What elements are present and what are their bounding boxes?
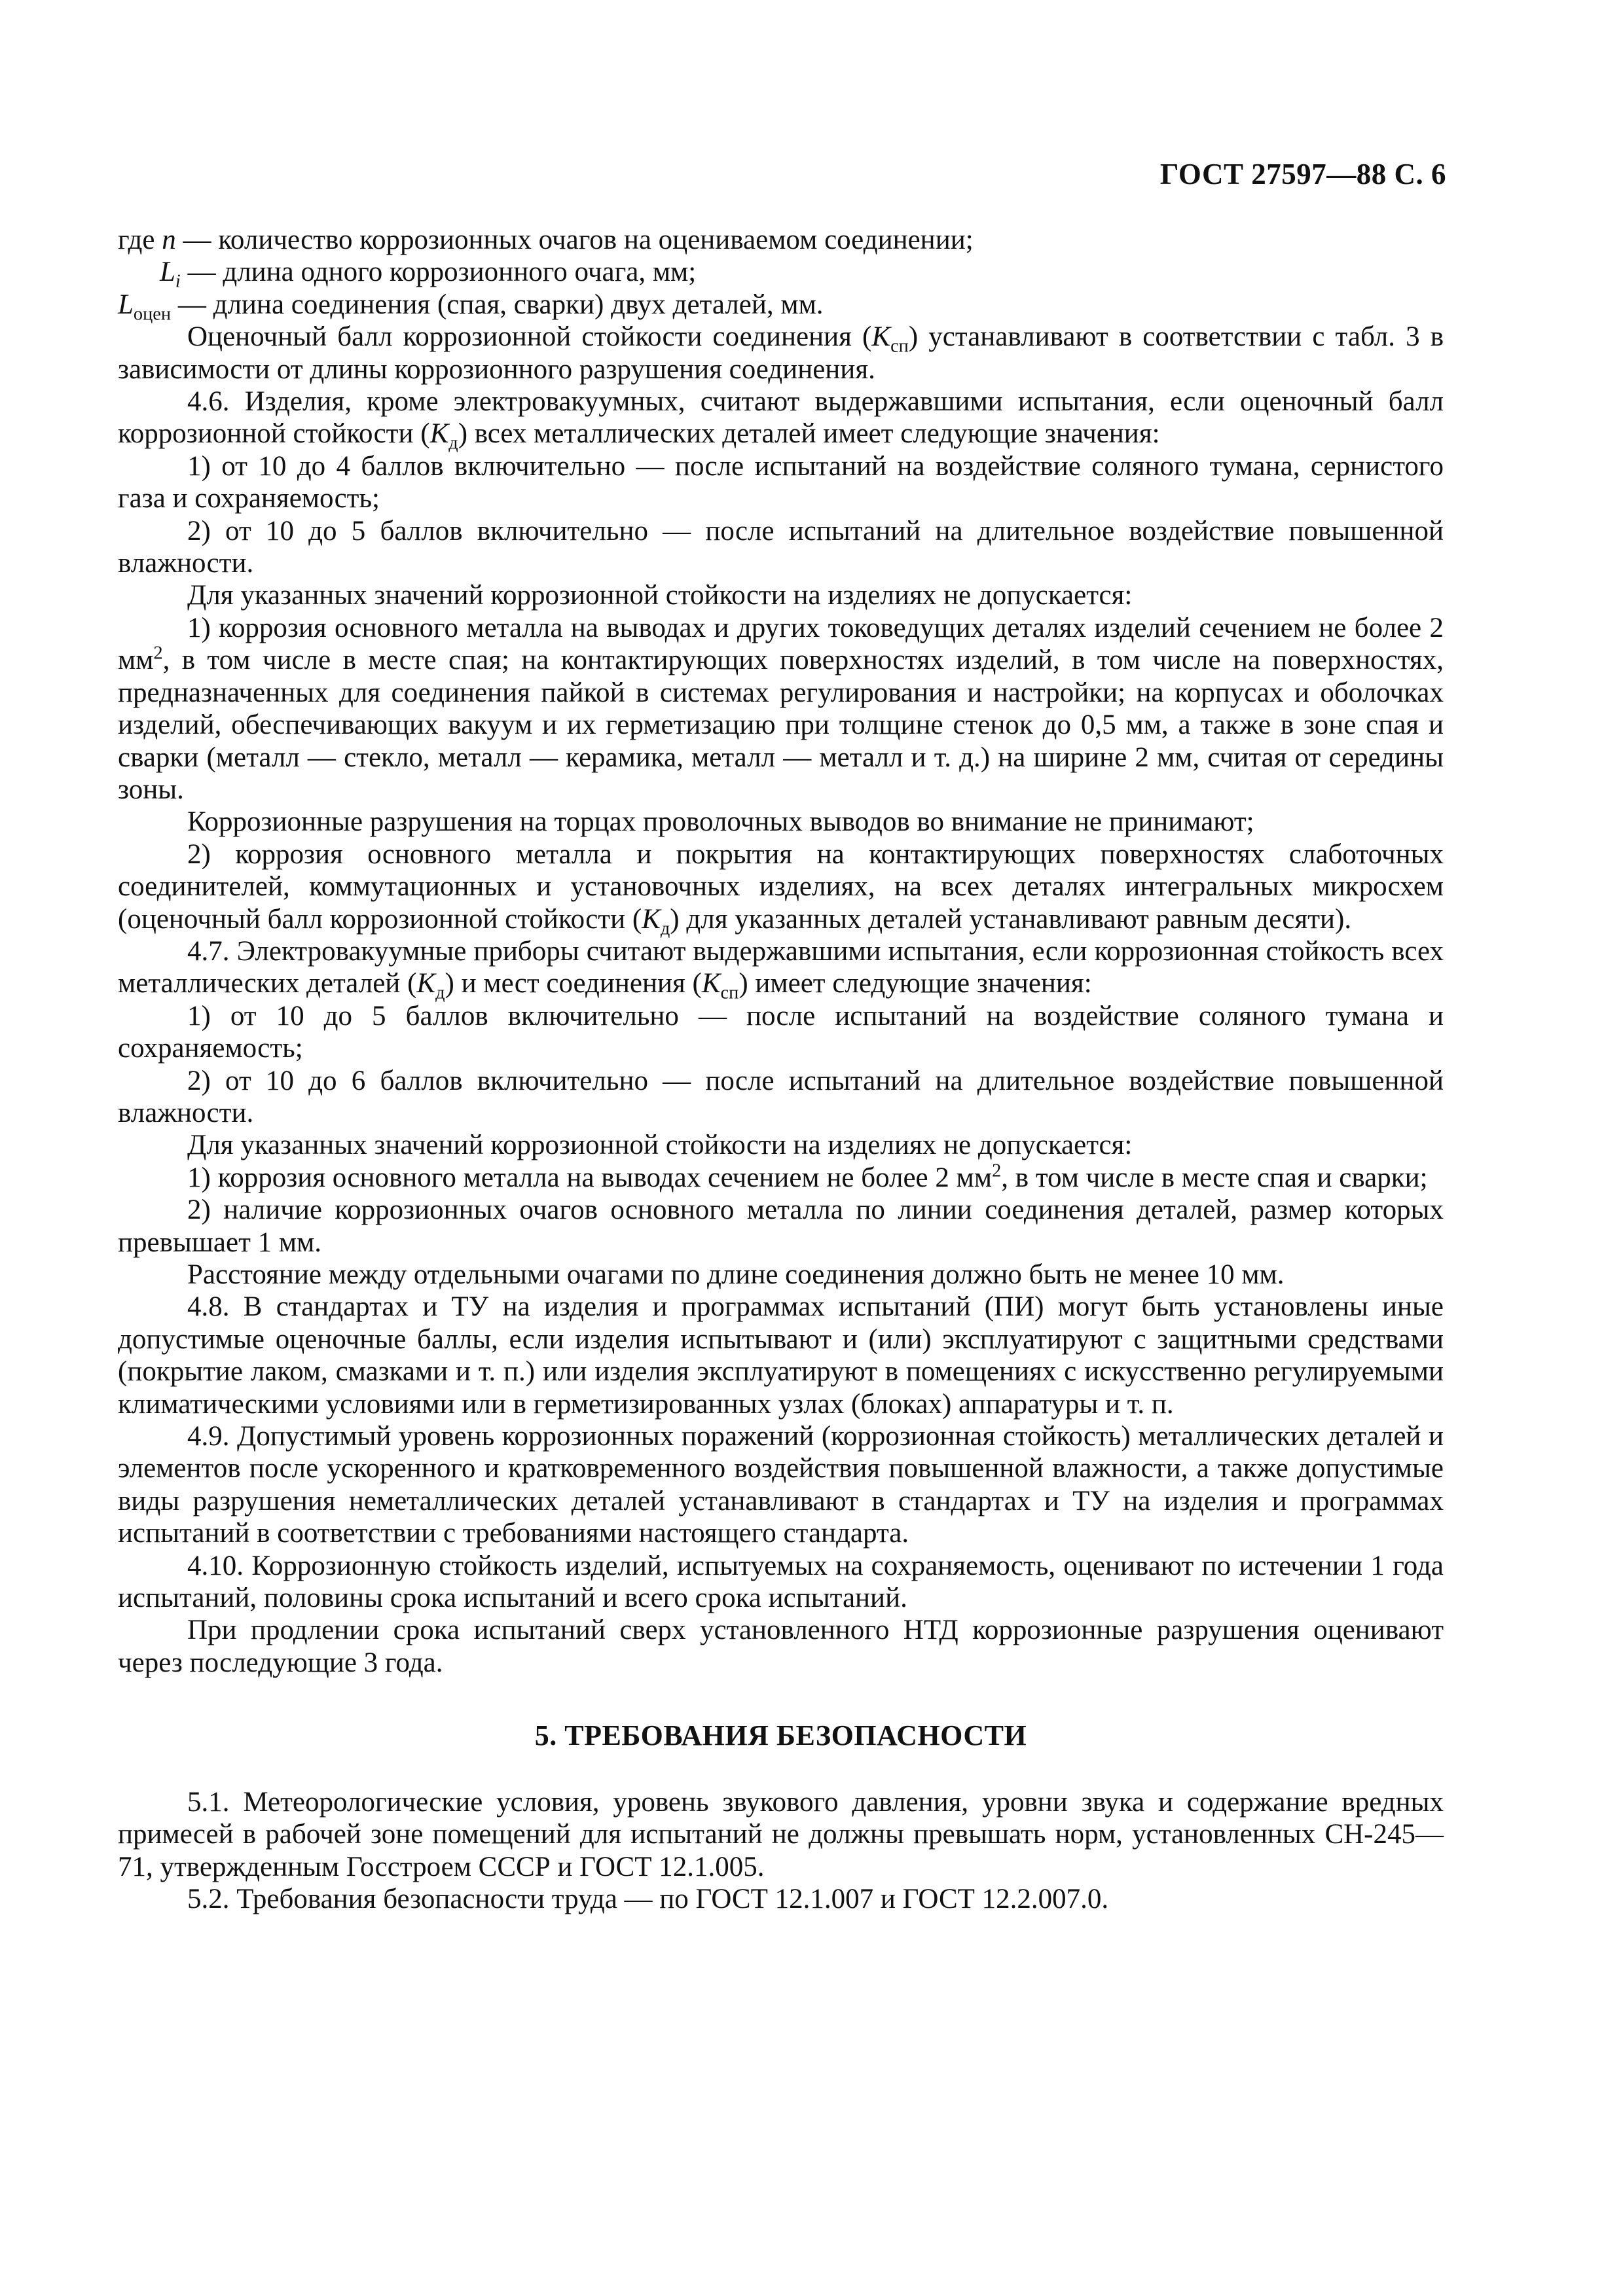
paragraph: При продлении срока испытаний сверх установленного НТД коррозионные разрушения оценивают через последующие 3 года. — [118, 1615, 1444, 1678]
paragraph: Коррозионные разрушения на торцах проволочных выводов во внимание не принимают; — [187, 806, 1254, 838]
text: ) и мест соединения ( — [445, 968, 702, 999]
text: , в том числе в месте спая и сварки; — [1001, 1162, 1428, 1193]
clause-4-10: 4.10. Коррозионную стойкость изделий, испытуемых на сохраняемость, оценивают по истечении 1 года испытаний, половины срока испытаний и всего срока испытаний. — [118, 1550, 1444, 1614]
list-item: 2) наличие коррозионных очагов основного металла по линии соединения деталей, размер которых превышает 1 мм. — [118, 1194, 1444, 1258]
symbol-subscript: д — [448, 433, 458, 454]
list-item: 2) от 10 до 5 баллов включительно — после испытаний на длительное воздействие повышенной влажности. — [118, 515, 1444, 579]
symbol: K — [429, 418, 449, 450]
text: 1) коррозия основного металла на выводах сечением не более 2 мм — [187, 1162, 993, 1193]
def-text: — количество коррозионных очагов на оцениваемом соединении; — [175, 224, 974, 255]
clause-4-6 — [118, 386, 1444, 454]
symbol-subscript: оцен — [133, 304, 172, 325]
symbol: K — [416, 968, 436, 999]
page-header: ГОСТ 27597—88 С. 6 — [1159, 158, 1446, 190]
text: ) устанавливают в соответствии с табл. 3 в зависимости от длины коррозионного разрушения соединения. — [118, 321, 1444, 385]
def-text: — длина одного коррозионного очага, мм; — [180, 257, 697, 288]
clause-4-9: 4.9. Допустимый уровень коррозионных поражений (коррозионная стойкость) металлических деталей и элементов после ускоренного и кратковременного воздействия повышенной влажности, а также допустимые виды разрушения неметаллических деталей устанавливают в стандартах и ТУ на изделия и программах испытаний в соответствии с требованиями настоящего стандарта. — [118, 1421, 1444, 1549]
clause-5-2: 5.2. Требования безопасности труда — по ГОСТ 12.1.007 и ГОСТ 12.2.007.0. — [187, 1883, 1109, 1914]
list-item: 1) от 10 до 5 баллов включительно — после испытаний на воздействие соляного тумана и сохраняемость; — [118, 1000, 1444, 1064]
clause-4-7 — [118, 935, 1444, 1003]
def-prefix: где — [118, 224, 162, 255]
text: ) всех металлических деталей имеет следующие значения: — [458, 418, 1160, 450]
definition-n — [118, 224, 1444, 256]
symbol: L — [160, 257, 175, 288]
symbol-subscript: д — [660, 918, 670, 939]
symbol: K — [871, 321, 891, 353]
def-text: — длина соединения (спая, сварки) двух деталей, мм. — [171, 289, 824, 320]
list-item: 1) от 10 до 4 баллов включительно — после испытаний на воздействие соляного тумана, сернистого газа и сохраняемость; — [118, 450, 1444, 514]
list-item — [118, 838, 1444, 939]
symbol-subscript: i — [175, 272, 181, 292]
paragraph: Для указанных значений коррозионной стойкости на изделиях не допускается: — [187, 580, 1133, 611]
superscript: 2 — [153, 643, 163, 664]
list-item — [118, 612, 1444, 806]
text: 4.6. Изделия, кроме электровакуумных, считают выдержавшими испытания, если оценочный балл коррозионной стойкости ( — [118, 386, 1444, 450]
definition-loc — [118, 289, 1444, 325]
symbol: L — [118, 289, 134, 320]
list-item — [118, 1162, 1444, 1194]
clause-5-1: 5.1. Метеорологические условия, уровень звукового давления, уровни звука и содержание вредных примесей в рабочей зоне помещений для испытаний не должны превышать норм, установленных СН-245—71, утвержденным Госстроем СССР и ГОСТ 12.1.005. — [118, 1786, 1444, 1882]
text: ) имеет следующие значения: — [739, 968, 1092, 999]
paragraph — [118, 321, 1444, 386]
symbol: K — [642, 903, 661, 935]
list-item: 2) от 10 до 6 баллов включительно — после испытаний на длительное воздействие повышенной влажности. — [118, 1065, 1444, 1128]
document-body — [118, 224, 1444, 1915]
paragraph: Для указанных значений коррозионной стойкости на изделиях не допускается: — [187, 1130, 1133, 1161]
symbol-subscript: сп — [720, 982, 739, 1003]
clause-4-8: 4.8. В стандартах и ТУ на изделия и программах испытаний (ПИ) могут быть установлены иные допустимые оценочные баллы, если изделия испытывают и (или) эксплуатируют с защитными средствами (покрытие лаком, смазками и т. п.) или изделия эксплуатируют в помещениях с искусственно регулируемыми климатическими условиями или в герметизированных узлах (блоках) аппаратуры и т. п. — [118, 1291, 1444, 1420]
text: 1) коррозия основного металла на выводах и других токоведущих деталях изделий сечением не более 2 мм — [118, 612, 1444, 676]
symbol-subscript: сп — [890, 336, 909, 357]
definition-li — [118, 256, 1444, 292]
symbol: K — [701, 968, 721, 999]
symbol-subscript: д — [435, 982, 445, 1003]
text: , в том числе в месте спая; на контактирующих поверхностях изделий, в том числе на поверхностях, предназначенных для соединения пайкой в системах регулирования и настройки; на корпусах и оболочках изделий, обеспечивающих вакуум и их герметизацию при толщине стенок до 0,5 мм, а также в зоне спая и сварки (металл — стекло, металл — керамика, металл — металл и т. д.) на ширине 2 мм, считая от середины зоны. — [118, 645, 1444, 805]
paragraph: Расстояние между отдельными очагами по длине соединения должно быть не менее 10 мм. — [187, 1259, 1285, 1290]
text: 4.7. Электровакуумные приборы считают выдержавшими испытания, если коррозионная стойкость всех металлических деталей ( — [118, 935, 1444, 999]
section-heading: 5. ТРЕБОВАНИЯ БЕЗОПАСНОСТИ — [534, 1719, 1027, 1752]
text: ) для указанных деталей устанавливают равным десяти). — [670, 903, 1352, 935]
text: 2) коррозия основного металла и покрытия на контактирующих поверхностях слаботочных соединителей, коммутационных и установочных изделиях, на всех деталях интегральных микросхем (оценочный балл коррозионной стойкости ( — [118, 838, 1444, 935]
symbol: n — [162, 224, 176, 255]
text: Оценочный балл коррозионной стойкости соединения ( — [187, 321, 872, 353]
superscript: 2 — [992, 1160, 1002, 1181]
